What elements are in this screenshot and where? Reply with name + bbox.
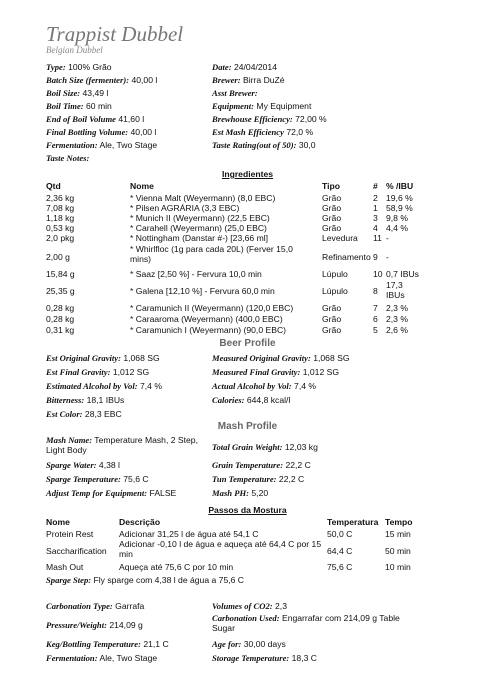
mash-col-nome: Nome — [46, 517, 70, 527]
mash-profile-heading: Mash Profile — [217, 421, 278, 432]
ingredients-col-qtd: Qtd — [46, 181, 61, 191]
carbonation-fermentation: Fermentation: Ale, Two Stage — [46, 653, 158, 663]
adjust-temp-equipment: Adjust Temp for Equipment: FALSE — [46, 488, 177, 498]
total-grain-weight: Total Grain Weight: 12,03 kg — [212, 442, 318, 452]
info-batch-size: Batch Size (fermenter): 40,00 l — [46, 75, 158, 85]
est-color: Est Color: 28,3 EBC — [46, 409, 122, 419]
info-equipment: Equipment: My Equipment — [212, 101, 312, 111]
info-taste-rating: Taste Rating(out of 50): 30,0 — [212, 140, 316, 150]
info-asst-brewer: Asst Brewer: — [212, 88, 258, 98]
mash-name: Mash Name: Temperature Mash, 2 Step, Light Body — [46, 435, 198, 456]
grain-temperature: Grain Temperature: 22,2 C — [212, 460, 311, 470]
keg-bottling-temperature: Keg/Bottling Temperature: 21,1 C — [46, 639, 169, 649]
recipe-style: Belgian Dubbel — [46, 45, 103, 55]
sparge-temperature: Sparge Temperature: 75,6 C — [46, 474, 149, 484]
ingredients-heading: Ingredientes — [221, 169, 274, 179]
info-fermentation: Fermentation: Ale, Two Stage — [46, 140, 158, 150]
age-for: Age for: 30,00 days — [212, 639, 286, 649]
info-boil-size: Boil Size: 43,49 l — [46, 88, 109, 98]
info-end-of-boil: End of Boil Volume 41,60 l — [46, 114, 145, 124]
info-date: Date: 24/04/2014 — [212, 62, 277, 72]
info-brewer: Brewer: Birra DuZé — [212, 75, 285, 85]
recipe-title: Trappist Dubbel — [46, 22, 184, 46]
storage-temperature: Storage Temperature: 18,3 C — [212, 653, 317, 663]
actual-abv: Actual Alcohol by Vol: 7,4 % — [212, 381, 317, 391]
mash-steps-heading: Passos da Mostura — [208, 505, 287, 515]
measured-fg: Measured Final Gravity: 1,012 SG — [212, 367, 340, 377]
est-fg: Est Final Gravity: 1,012 SG — [46, 367, 150, 377]
ingredients-col-num: # — [373, 181, 378, 191]
bitterness: Bitterness: 18,1 IBUs — [46, 395, 125, 405]
sparge-water: Sparge Water: 4,38 l — [46, 460, 120, 470]
pressure-weight: Pressure/Weight: 214,09 g — [46, 620, 143, 630]
ingredients-col-pct: % /IBU — [386, 181, 414, 191]
est-og: Est Original Gravity: 1,068 SG — [46, 353, 160, 363]
mash-ph: Mash PH: 5,20 — [212, 488, 269, 498]
ingredients-col-nome: Nome — [130, 181, 154, 191]
info-type: Type: 100% Grão — [46, 62, 112, 72]
info-brewhouse-efficiency: Brewhouse Efficiency: 72,00 % — [212, 114, 327, 124]
measured-og: Measured Original Gravity: 1,068 SG — [212, 353, 350, 363]
beer-profile-heading: Beer Profile — [219, 338, 276, 349]
recipe-page: Trappist Dubbel Belgian Dubbel Type: 100% Grão Batch Size (fermenter): 40,00 l Boil Size: 43,49 l Boil Time: 60 min End of Boil Volume 41,60 l Final Bottling Volume: 40,00 l Fermentation: Ale, Two Stage Taste Notes: Date: 24/04/2014 Brewer: Birra DuZé Asst Brewer: Equipment: My Equipment Brewhouse Efficiency: 72,00 % Est Mash Efficiency 72,0 % Taste Rating(out of 50): 30,0 Ingredientes Qtd Nome Tipo # % /IBU 2,36 kg * Vienna Malt (Weyermann) (8,0 EBC) Grão 2 19,6 % 7,08 kg * Pilsen AGRÁRIA (3,3 EBC) Grão 1 58,9 % 1,18 kg * Munich II (Weyermann) (22,5 EBC) Grão 3 9,8 % 0,53 kg * Carahell (Weyermann) (25,0 EBC) Grão 4 4,4 % 2,0 pkg * Nottingham (Danstar #-) [23,66 ml] Levedura 11 - 2,00 g * Whirlfloc (1g para cada 20L) (Ferver 15,0 mins) Refinamento 9 - 15,84 g * Saaz [2,50 %] - Fervura 10,0 min Lúpulo 10 0,7 IBUs 25,35 g * Galena [12,10 %] - Fervura 60,0 min Lúpulo 8 17,3 IBUs 0,28 kg * Caramunich II (Weyermann) (120,0 EBC) Grão 7 2,3 % 0,28 kg * Caraaroma (Weyermann) (400,0 EBC) Grão 6 2,3 % 0,31 kg * Caramunich I (Weyermann) (90,0 EBC) Grão 5 2,6 % Beer Profile Est Original Gravity: 1,068 SG Est Final Gravity: 1,012 SG Estimated Alcohol by Vol: 7,4 % Bitterness: 18,1 IBUs Est Color: 28,3 EBC Measured Original Gravity: 1,068 SG Measured Final Gravity: 1,012 SG Actual Alcohol by Vol: 7,4 % Calories: 644,8 kcal/l Mash Profile Mash Name: Temperature Mash, 2 Step, Light Body Sparge Water: 4,38 l Sparge Temperature: 75,6 C Adjust Temp for Equipment: FALSE Total Grain Weight: 12,03 kg Grain Temperature: 22,2 C Tun Temperature: 22,2 C Mash PH: 5,20 Passos da Mostura Nome Descrição Temperatura Tempo Protein Rest Adicionar 31,25 l de água até 54,1 C 50,0 C 15 min Saccharification Adicionar -0,10 l de água e aqueça até 64,4 C por 15 min 64,4 C 50 min Mash Out Aqueça até 75,6 C por 10 min 75,6 C 10 min Sparge Step: Fly sparge com 4,38 l de água a 75,6 C Carbonation Type: Garrafa Pressure/Weight: 214,09 g Keg/Bottling Temperature: 21,1 C Fermentation: Ale, Two Stage Volumes of CO2: 2,3 Carbonation Used: Engarrafar com 214,09 g Table Sugar Age for: 30,00 days Storage Temperature: 18,3 C — [0, 0, 495, 700]
calories: Calories: 644,8 kcal/l — [212, 395, 291, 405]
sparge-step: Sparge Step: Fly sparge com 4,38 l de água a 75,6 C — [46, 575, 244, 585]
info-taste-notes: Taste Notes: — [46, 153, 90, 163]
carbonation-used: Carbonation Used: Engarrafar com 214,09 g Table Sugar — [212, 613, 400, 634]
tun-temperature: Tun Temperature: 22,2 C — [212, 474, 305, 484]
info-mash-efficiency: Est Mash Efficiency 72,0 % — [212, 127, 314, 137]
info-boil-time: Boil Time: 60 min — [46, 101, 112, 111]
mash-col-descricao: Descrição — [119, 517, 161, 527]
ingredients-col-tipo: Tipo — [322, 181, 340, 191]
volumes-co2: Volumes of CO2: 2,3 — [212, 601, 287, 611]
info-final-bottling: Final Bottling Volume: 40,00 l — [46, 127, 157, 137]
mash-col-tempo: Tempo — [385, 517, 413, 527]
mash-col-temperatura: Temperatura — [327, 517, 379, 527]
carbonation-type: Carbonation Type: Garrafa — [46, 601, 145, 611]
est-abv: Estimated Alcohol by Vol: 7,4 % — [46, 381, 162, 391]
